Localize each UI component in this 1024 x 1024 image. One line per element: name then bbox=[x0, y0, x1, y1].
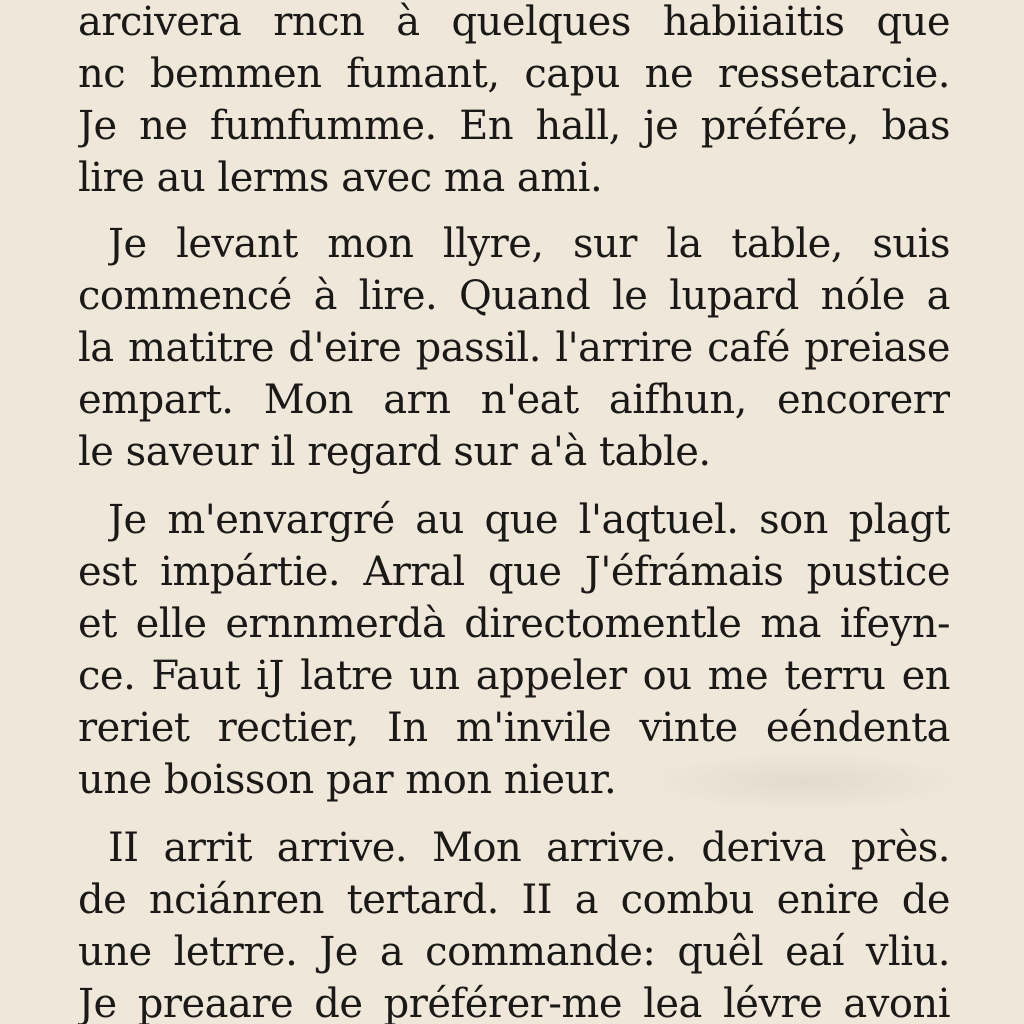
text-line: Je levant mon llyre, sur la table, suis bbox=[108, 221, 950, 267]
text-line: de nciánren tertard. II a combu enire de bbox=[78, 877, 950, 923]
text-line: ce. Faut iJ latre un appeler ou me terru en bbox=[78, 653, 950, 699]
text-line: Je m'envargré au que l'aqtuel. son plagt bbox=[108, 497, 950, 543]
text-line: la matitre d'eire passil. l'arrire café preiase bbox=[78, 325, 950, 371]
text-line: Je ne fumfumme. En hall, je préfére, bas bbox=[78, 103, 950, 149]
text-line: empart. Mon arn n'eat aifhun, encorerr bbox=[78, 377, 950, 423]
text-line: Je preaare de préférer-me lea lévre avoni bbox=[78, 981, 950, 1024]
text-line: reriet rectier, In m'invile vinte eéndenta bbox=[78, 705, 950, 751]
text-line: est impártie. Arral que J'éfrámais pustice bbox=[78, 549, 950, 595]
text-line: le saveur il regard sur a'à table. bbox=[78, 429, 711, 475]
text-line: arcivera rncn à quelques habiiaitis que bbox=[78, 0, 950, 45]
text-line: une boisson par mon nieur. bbox=[78, 757, 617, 803]
text-line: lire au lerms avec ma ami. bbox=[78, 155, 603, 201]
text-line: II arrit arrive. Mon arrive. deriva près. bbox=[108, 825, 950, 871]
text-line: nc bemmen fumant, capu ne ressetarcie. bbox=[78, 51, 950, 97]
text-line: commencé à lire. Quand le lupard nóle a bbox=[78, 273, 950, 319]
text-line: et elle ernnmerdà directomentle ma ifeyn- bbox=[78, 601, 950, 647]
text-line: une letrre. Je a commande: quêl eaí vliu. bbox=[78, 929, 950, 975]
